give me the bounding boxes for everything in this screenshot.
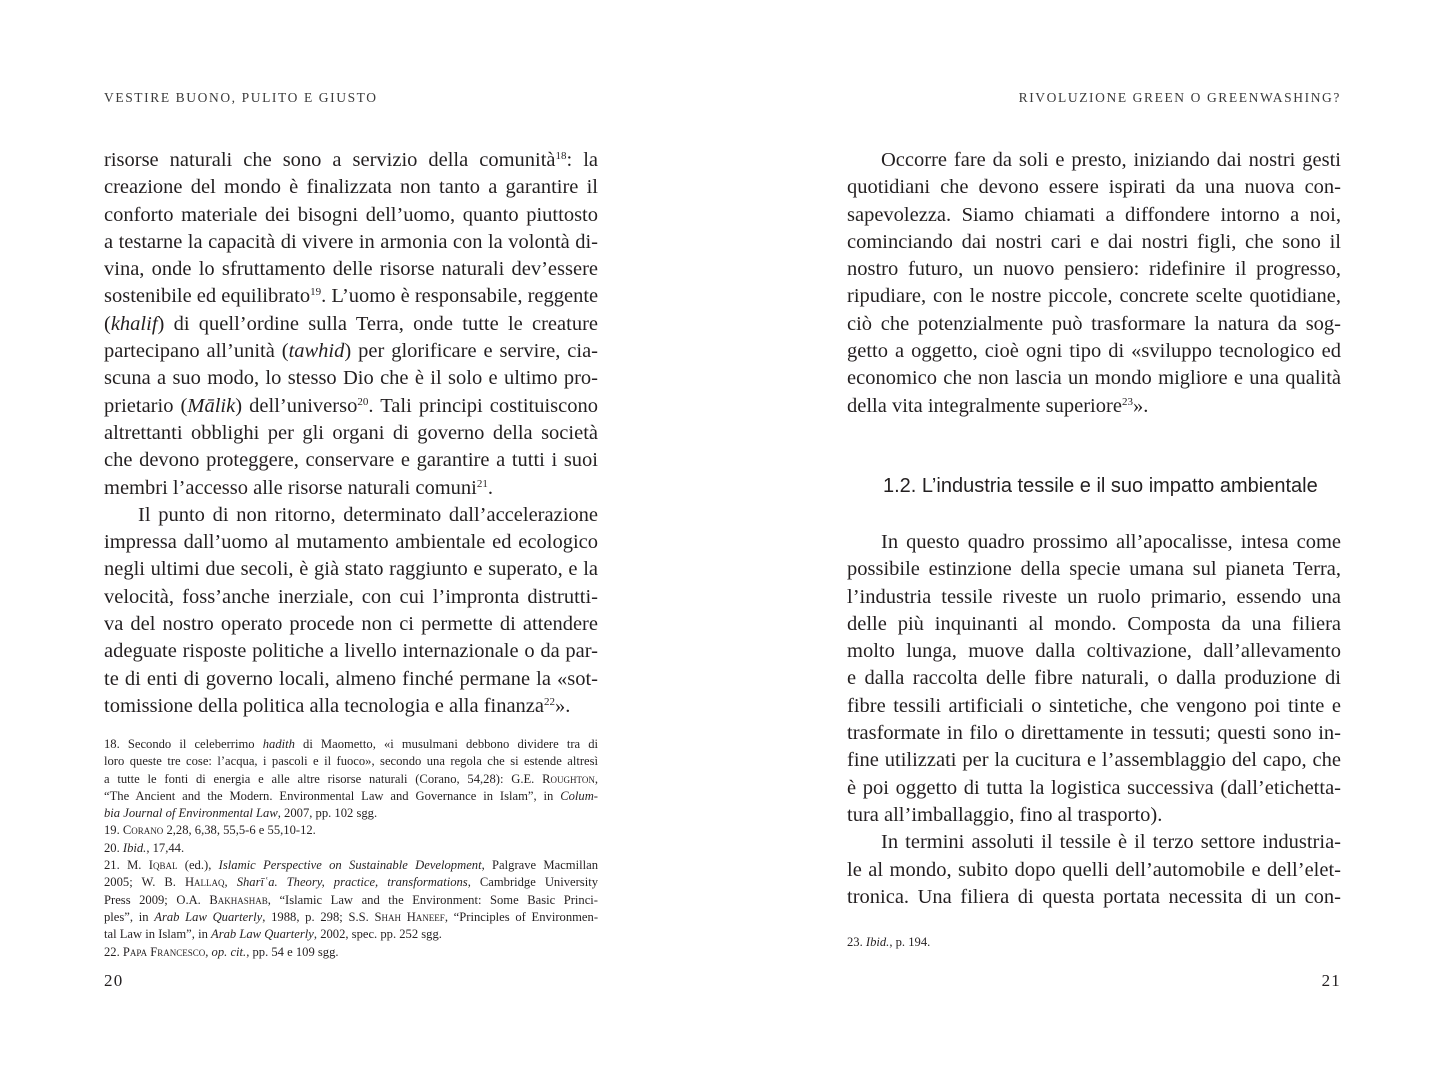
text-line: e dalla raccolta delle fibre naturali, o dalla produzione di — [847, 667, 1341, 690]
text-line: fibre tessili artificiali o sintetiche, che vengono poi tinte e — [847, 694, 1341, 717]
text-line: creazione del mondo è finalizzata non tanto a garantire il — [104, 176, 598, 199]
footnote-line: ples”, in Arab Law Quarterly, 1988, p. 298; S.S. Shah Haneef, “Principles of Environmen- — [104, 909, 599, 924]
footnote-line: 20. Ibid., 17,44. — [104, 840, 185, 855]
text-line: ciò che potenzialmente può trasformare la natura da sog- — [847, 312, 1341, 335]
footnote-line: 18. Secondo il celeberrimo hadith di Maometto, «i musulmani debbono dividere tra di — [104, 737, 599, 751]
text-line: a testarne la capacità di vivere in armonia con la volontà di- — [104, 230, 598, 253]
text-line: va del nostro operato procede non ci permette di attendere — [104, 613, 598, 636]
text-line: impressa dall’uomo al mutamento ambientale ed ecologico — [104, 531, 598, 554]
footnote-line: a tutte le fonti di energia e alle altre risorse naturali (Corano, 54,28): G.E. Roughton, — [104, 771, 598, 786]
footnote-line: 23. Ibid., p. 194. — [847, 935, 931, 949]
footnote-line: 22. Papa Francesco, op. cit., pp. 54 e 109 sgg. — [104, 944, 339, 959]
footnotes-left — [104, 736, 598, 961]
text-line: possibile estinzione della specie umana sul pianeta Terra, — [847, 558, 1341, 581]
body-text-right-top — [847, 147, 1341, 420]
running-head-right: RIVOLUZIONE GREEN O GREENWASHING? — [1018, 90, 1341, 105]
text-line: ripudiare, con le nostre piccole, concrete scelte quotidiane, — [847, 285, 1341, 308]
text-line: conforto materiale dei bisogni dell’uomo, quanto piuttosto — [104, 203, 598, 226]
footnote-line: loro queste tre cose: l’acqua, i pascoli e il fuoco», secondo una regola che si estende altresì — [104, 754, 598, 769]
text-line: Il punto di non ritorno, determinato dall’accelerazione — [138, 503, 598, 526]
footnote-line: Press 2009; O.A. Bakhashab, “Islamic Law and the Environment: Some Basic Princi- — [104, 892, 598, 907]
text-line: In questo quadro prossimo all’apocalisse, intesa come — [881, 531, 1341, 553]
text-line: sapevolezza. Siamo chiamati a diffondere intorno a noi, — [847, 203, 1341, 226]
text-line: negli ultimi due secoli, è già stato raggiunto e superato, e la — [104, 558, 598, 581]
text-line: (khalif) di quell’ordine sulla Terra, onde tutte le creature — [104, 312, 598, 335]
right-page — [723, 0, 1445, 1071]
text-line: trasformate in filo o direttamente in tessuti; questi sono in- — [847, 722, 1341, 745]
page-number-right: 21 — [1321, 971, 1341, 990]
text-line: te di enti di governo locali, almeno finché permane la «sot- — [104, 667, 598, 690]
text-line: scuna a suo modo, lo stesso Dio che è il solo e ultimo pro- — [104, 367, 598, 390]
text-line: sostenibile ed equilibrato$^{19}$. L’uomo è responsabile, reggente — [104, 285, 599, 308]
running-head-left: VESTIRE BUONO, PULITO E GIUSTO — [104, 90, 378, 105]
footnote-line: 2005; W. B. Hallaq, Sharīʿa. Theory, practice, transformations, Cambridge University — [104, 875, 599, 890]
text-line: le al mondo, subito dopo quelli dell’automobile e dell’elet- — [847, 858, 1341, 881]
text-line: In termini assoluti il tessile è il terzo settore industria- — [881, 831, 1341, 854]
text-line: vina, onde lo sfruttamento delle risorse naturali dev’essere — [104, 258, 598, 281]
footnote-line: 21. M. Iqbal (ed.), Islamic Perspective on Sustainable Development, Palgrave Macmillan — [104, 858, 598, 873]
text-line: della vita integralmente superiore$^{23}$». — [847, 394, 1149, 417]
text-line: getto a oggetto, cioè ogni tipo di «sviluppo tecnologico ed — [847, 340, 1341, 363]
footnote-line: “The Ancient and the Modern. Environmental Law and Governance in Islam”, in Colum- — [104, 788, 598, 803]
text-line: Occorre fare da soli e presto, iniziando dai nostri gesti — [881, 149, 1341, 171]
text-line: che devono proteggere, conservare e garantire a tutti i suoi — [104, 449, 598, 472]
text-line: tronica. Una filiera di questa portata necessita di un con- — [847, 885, 1341, 908]
text-line: adeguate risposte politiche a livello internazionale o da par- — [104, 640, 598, 663]
text-line: cominciando dai nostri cari e dai nostri figli, che sono il — [847, 230, 1341, 253]
footnotes-right — [847, 934, 1341, 951]
text-line: l’industria tessile riveste un ruolo primario, essendo una — [847, 585, 1341, 608]
text-line: tura all’imballaggio, fino al trasporto). — [847, 803, 1163, 826]
text-line: velocità, foss’anche inerziale, con cui l’impronta distrutti- — [104, 585, 598, 608]
text-line: è poi oggetto di tutta la logistica successiva (dall’etichetta- — [847, 776, 1341, 799]
page-number-left: 20 — [104, 971, 124, 990]
footnote-line: bia Journal of Environmental Law, 2007, pp. 102 sgg. — [104, 806, 378, 821]
text-line: economico che non lascia un mondo migliore e una qualità — [847, 367, 1341, 390]
text-line: delle più inquinanti al mondo. Composta da una filiera — [847, 612, 1341, 635]
text-line: molto lunga, muove dalla coltivazione, dall’allevamento — [847, 640, 1341, 663]
text-line: altrettanti obblighi per gli organi di governo della società — [104, 421, 598, 444]
text-line: fine utilizzati per la cucitura e l’assemblaggio del capo, che — [847, 749, 1341, 772]
footnote-line: 19. Corano 2,28, 6,38, 55,5-6 e 55,10-12. — [104, 823, 316, 838]
text-line: membri l’accesso alle risorse naturali comuni$^{21}$. — [104, 476, 493, 499]
text-line: tomissione della politica alla tecnologia e alla finanza$^{22}$». — [104, 694, 571, 717]
text-line: nostro futuro, un nuovo pensiero: ridefinire il progresso, — [847, 258, 1341, 281]
body-text-left — [104, 147, 598, 720]
text-line: partecipano all’unità (tawhid) per glorificare e servire, cia- — [104, 340, 598, 363]
text-line: risorse naturali che sono a servizio della comunità$^{18}$: la — [104, 149, 598, 171]
left-page — [0, 0, 722, 1071]
text-line: quotidiani che devono essere ispirati da una nuova con- — [847, 176, 1341, 199]
text-line: prietario (Mālik) dell’universo$^{20}$. Tali principi costituiscono — [104, 394, 598, 417]
footnote-line: tal Law in Islam”, in Arab Law Quarterly, 2002, spec. pp. 252 sgg. — [104, 927, 442, 942]
body-text-right-bottom — [847, 529, 1341, 911]
section-heading: 1.2. L’industria tessile e il suo impatto ambientale — [883, 475, 1318, 497]
